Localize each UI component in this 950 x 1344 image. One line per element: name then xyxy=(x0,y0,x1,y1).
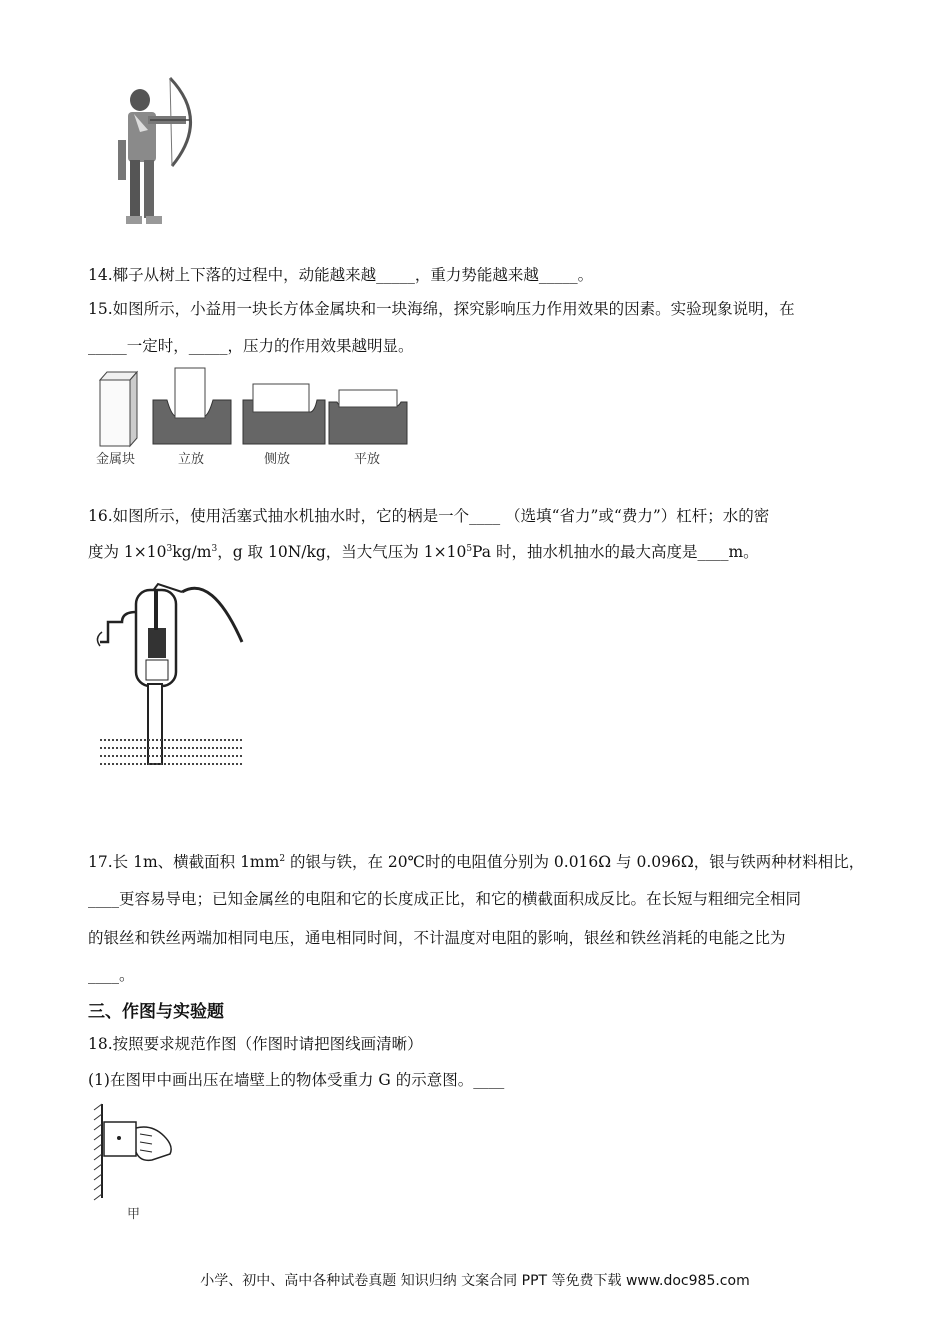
question-15-line-1: 15.如图所示，小益用一块长方体金属块和一块海绵，探究影响压力作用效果的因素。实验现象说明，在 xyxy=(88,300,795,318)
caption-metal-block: 金属块 xyxy=(96,452,136,467)
question-16-line-2: 度为 $1\times 10^3kg/m^3$，g 取 10N/kg，当大气压为 $1\times 10^5Pa$ 时，抽水机抽水的最大高度是____m。 xyxy=(88,543,759,561)
question-15-line-2: _____一定时，_____，压力的作用效果越明显。 xyxy=(88,337,414,355)
question-16-line-1: 16.如图所示，使用活塞式抽水机抽水时，它的柄是一个____ （选填“省力”或“费力”）杠杆；水的密 xyxy=(88,507,770,525)
sponge-experiment-figure xyxy=(95,366,415,448)
footer: 小学、初中、高中各种试卷真题 知识归纳 文案合同 PPT 等免费下载 www.doc985.com xyxy=(200,1273,750,1289)
question-14: 14.椰子从树上下落的过程中，动能越来越_____，重力势能越来越_____。 xyxy=(88,266,594,284)
caption-side: 侧放 xyxy=(264,452,291,467)
question-17-line-3: 的银丝和铁丝两端加相同电压，通电相同时间，不计温度对电阻的影响，银丝和铁丝消耗的电能之比为 xyxy=(88,929,786,947)
water-pump-figure xyxy=(92,572,252,772)
caption-flat: 平放 xyxy=(354,452,381,467)
wall-block-figure xyxy=(92,1102,182,1202)
archer-figure xyxy=(100,70,210,230)
figure-jia-caption: 甲 xyxy=(127,1207,141,1222)
section-3-title: 三、作图与实验题 xyxy=(88,1002,224,1022)
question-18-line-2: (1)在图甲中画出压在墙壁上的物体受重力 G 的示意图。____ xyxy=(88,1071,505,1089)
question-18-line-1: 18.按照要求规范作图（作图时请把图线画清晰） xyxy=(88,1035,423,1053)
caption-vertical: 立放 xyxy=(178,452,205,467)
question-17-line-1: 17.长 1m、横截面积 $1mm^2$ 的银与铁，在 20℃时的电阻值分别为 0.016Ω 与 0.096Ω，银与铁两种材料相比， xyxy=(88,853,865,871)
question-17-line-2: ____更容易导电；已知金属丝的电阻和它的长度成正比，和它的横截面积成反比。在长短与粗细完全相同 xyxy=(88,890,802,908)
question-17-line-4: ____。 xyxy=(88,966,135,984)
